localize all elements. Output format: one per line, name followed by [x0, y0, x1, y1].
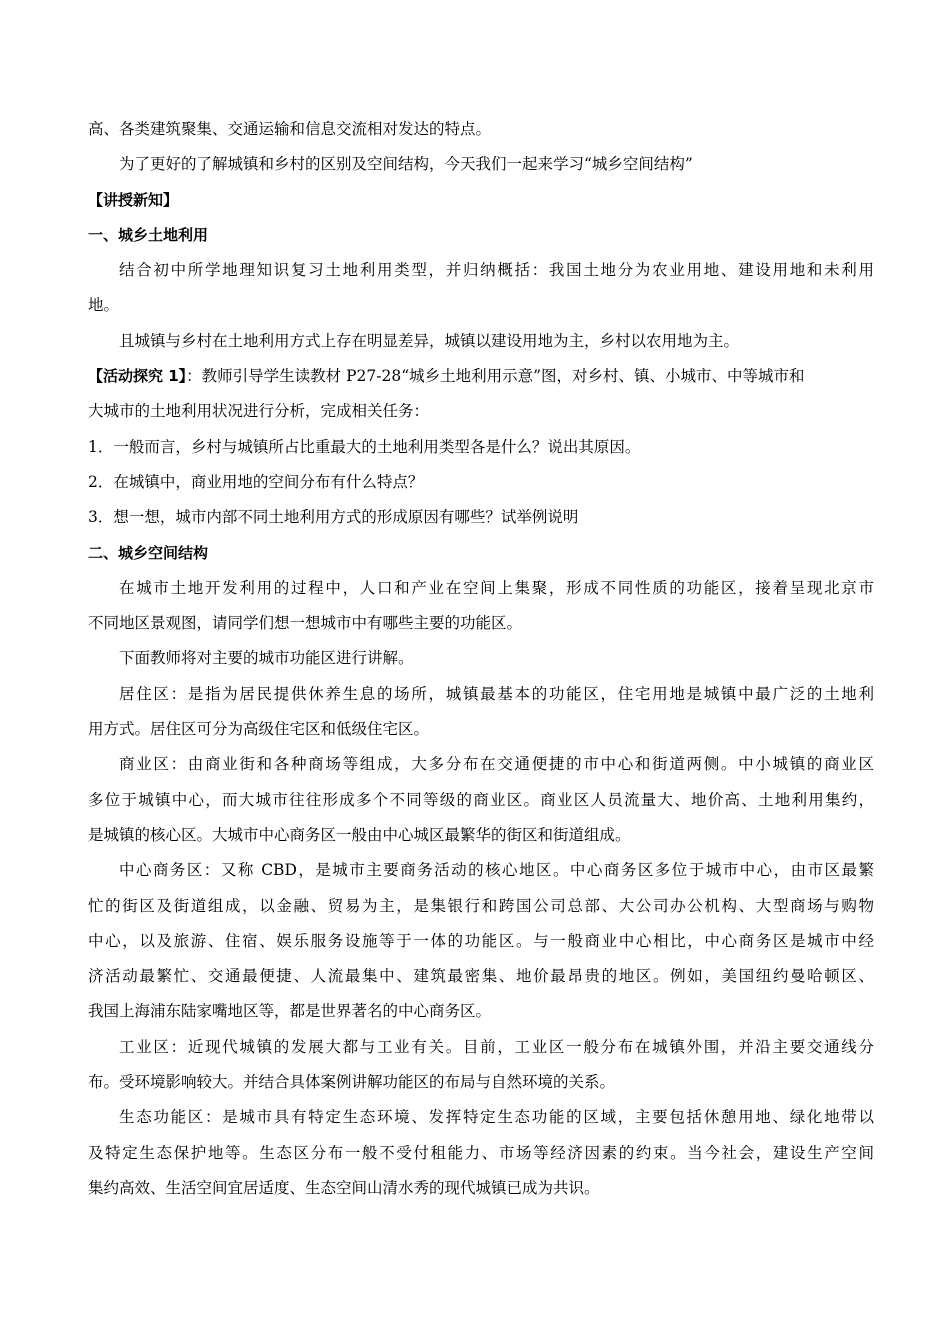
- text-line: 布。受环境影响较大。并结合具体案例讲解功能区的布局与自然环境的关系。: [88, 1073, 616, 1092]
- text-line: 3．想一想，城市内部不同土地利用方式的形成原因有哪些？试举例说明: [88, 508, 579, 527]
- text-line: 多位于城镇中心，而大城市往往形成多个不同等级的商业区。商业区人员流量大、地价高、土地利用集约，: [88, 790, 874, 809]
- text-line: 大城市的土地利用状况进行分析，完成相关任务：: [88, 402, 430, 421]
- text-line: 中心，以及旅游、住宿、娱乐服务设施等于一体的功能区。与一般商业中心相比，中心商务区是城市中经: [88, 931, 874, 950]
- section-heading: 一、城乡土地利用: [88, 225, 209, 244]
- text-line: 下面教师将对主要的城市功能区进行讲解。: [119, 649, 414, 668]
- text-line: 为了更好的了解城镇和乡村的区别及空间结构，今天我们一起来学习“城乡空间结构”: [119, 155, 693, 174]
- section-heading: 【讲授新知】: [88, 190, 179, 209]
- text-line: 及特定生态保护地等。生态区分布一般不受付租能力、市场等经济因素的约束。当今社会，建设生产空间: [88, 1143, 874, 1162]
- text-line: 济活动最繁忙、交通最便捷、人流最集中、建筑最密集、地价最昂贵的地区。例如，美国纽约曼哈顿区、: [88, 967, 874, 986]
- text-line: 地。: [88, 296, 120, 315]
- text-line: 不同地区景观图，请同学们想一想城市中有哪些主要的功能区。: [88, 614, 523, 633]
- text-line: 且城镇与乡村在土地利用方式上存在明显差异，城镇以建设用地为主，乡村以农用地为主。: [119, 331, 740, 350]
- text-line: 居住区：是指为居民提供休养生息的场所，城镇最基本的功能区，住宅用地是城镇中最广泛的土地利: [119, 684, 874, 703]
- text-line: 集约高效、生活空间宜居适度、生态空间山清水秀的现代城镇已成为共识。: [88, 1178, 600, 1197]
- text-line: 2．在城镇中，商业用地的空间分布有什么特点？: [88, 472, 424, 491]
- text-line: 1．一般而言，乡村与城镇所占比重最大的土地利用类型各是什么？说出其原因。: [88, 437, 641, 456]
- text-line: 我国上海浦东陆家嘴地区等，都是世界著名的中心商务区。: [88, 1002, 492, 1021]
- text-line: 是城镇的核心区。大城市中心商务区一般由中心城区最繁华的街区和街道组成。: [88, 825, 631, 844]
- text-line: 高、各类建筑聚集、交通运输和信息交流相对发达的特点。: [88, 120, 492, 138]
- text-line: ：教师引导学生读教材 P27-28“城乡土地利用示意”图，对乡村、镇、小城市、中等城市和: [186, 367, 805, 386]
- section-heading: 二、城乡空间结构: [88, 543, 209, 562]
- text-line: 在城市土地开发利用的过程中，人口和产业在空间上集聚，形成不同性质的功能区，接着呈现北京市: [119, 578, 874, 597]
- document-page: [88, 112, 874, 1206]
- text-line: 生态功能区：是城市具有特定生态环境、发挥特定生态功能的区域，主要包括休憩用地、绿化地带以: [119, 1108, 874, 1127]
- text-line: 用方式。居住区可分为高级住宅区和低级住宅区。: [88, 720, 430, 739]
- text-line: 中心商务区：又称 CBD，是城市主要商务活动的核心地区。中心商务区多位于城市中心，由市区最繁: [119, 861, 874, 880]
- activity-line: [88, 359, 874, 394]
- activity-label: 【活动探究 1】: [88, 367, 187, 386]
- text-line: 商业区：由商业街和各种商场等组成，大多分布在交通便捷的市中心和街道两侧。中小城镇的商业区: [119, 755, 874, 774]
- text-line: 结合初中所学地理知识复习土地利用类型，并归纳概括：我国土地分为农业用地、建设用地和未利用: [119, 261, 874, 280]
- text-line: 忙的街区及街道组成，以金融、贸易为主，是集银行和跨国公司总部、大公司办公机构、大型商场与购物: [88, 896, 874, 915]
- text-line: 工业区：近现代城镇的发展大都与工业有关。目前，工业区一般分布在城镇外围，并沿主要交通线分: [119, 1037, 874, 1056]
